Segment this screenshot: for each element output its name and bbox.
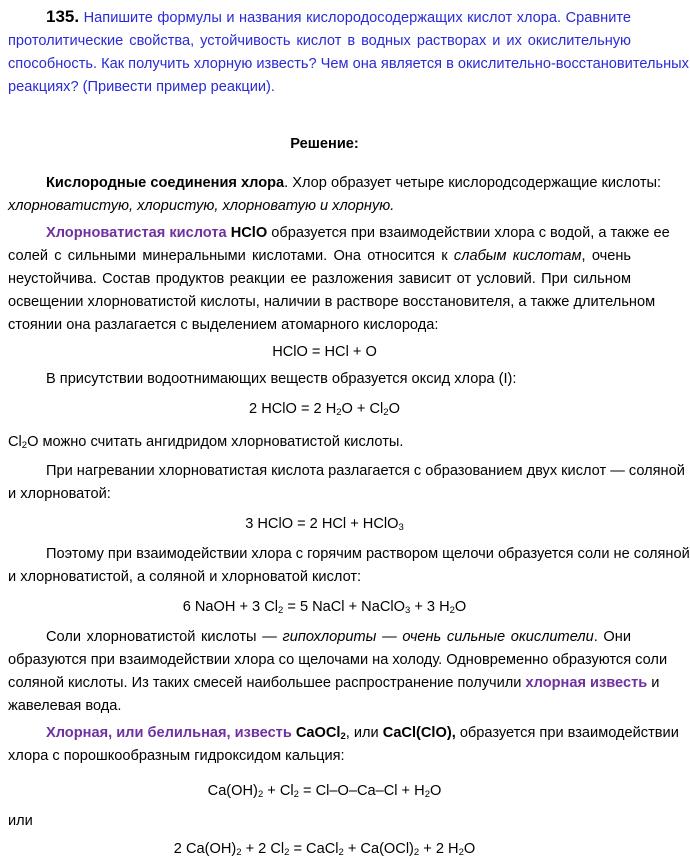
task-line-3: способность. Как получить хлорную известь? Чем она является в окислительно-восстановительных (8, 56, 689, 72)
p2-line-2: солей с сильными минеральными кислотами. Она относится к слабым кислотам, очень (8, 248, 632, 264)
p2-line-1: Хлорноватистая кислота HClO образуется при взаимодействии хлора с водой, а также ее (46, 225, 670, 241)
p3: В присутствии водоотнимающих веществ образуется оксид хлора (I): (46, 371, 517, 387)
p1-bold: Кислородные соединения хлора (46, 175, 285, 191)
task-line-2: протолитические свойства, устойчивость кислот в водных растворах и их окислительную (8, 33, 631, 49)
p2-line-4: освещении хлорноватистой кислоты, наличии в растворе восстановителя, а также длительном (8, 294, 656, 310)
equation-6: 2 $Ca(OH)_2 + 2$ $Cl_2$ = CaCl$_2$ + $Ca(OCl)_2 + 2$ $H_2O$ (173, 841, 476, 858)
p8-line-1: Хлорная, или белильная, известь CaOCl$_2$, или CaCl(ClO), образуется при взаимодействии (46, 725, 679, 742)
task-number: 135. (46, 7, 80, 26)
p8-line-2: хлора с порошкообразным гидроксидом кальция: (8, 748, 345, 764)
task-line-4: реакциях? (Привести пример реакции). (8, 79, 275, 95)
formula-hclo: HClO (230, 225, 268, 241)
p7-line-2: образуются при взаимодействии хлора со щелочами на холоду. Одновременно образуются соли (8, 652, 668, 668)
task-text: Напишите формулы и названия кислородосодержащих кислот хлора. Сравните (83, 10, 631, 26)
p7-line-1: Соли хлорноватистой кислоты — гипохлориты — очень сильные окислители. Они (46, 629, 631, 645)
p7-line-4: жавелевая вода. (8, 698, 122, 714)
equation-2: 2 HClO = 2 $H_2O + Cl_2O$ (249, 401, 400, 418)
term-hclo: Хлорноватистая кислота (46, 225, 227, 241)
p1-line-1: Кислородные соединения хлора. Хлор образует четыре кислородсодержащие кислоты: (46, 175, 662, 191)
or-word: или (8, 813, 33, 829)
solution-heading: Решение: (290, 136, 359, 152)
p5-line-2: и хлорноватой: (8, 486, 111, 502)
p1-line-2: хлорноватистую, хлористую, хлорноватую и хлорную. (8, 198, 395, 214)
p2-line-5: стоянии она разлагается с выделением атомарного кислорода: (8, 317, 439, 333)
p2-line-3: неустойчива. Состав продуктов реакции ее разложения зависит от условий. При сильном (8, 271, 631, 287)
p6-line-2: и хлорноватистой, а соляной и хлорноватой кислот: (8, 569, 362, 585)
equation-1: HClO = HCl + O (272, 344, 377, 360)
term-bleach: хлорная известь (525, 675, 648, 691)
task-line-1 (46, 8, 631, 27)
term-bleaching-lime: Хлорная, или белильная, известь (46, 725, 292, 741)
equation-5: $Ca(OH)_2 + Cl_2 = Cl-O-Ca-Cl + H_2O$ (207, 783, 442, 800)
equation-4: 6 NaOH + 3 $Cl_2 = 5$ NaCl + NaClO$_3$ + 3 $H_2O$ (182, 599, 467, 616)
p5-line-1: При нагревании хлорноватистая кислота разлагается с образованием двух кислот — соляной (46, 463, 685, 479)
p7-line-3: соляной кислоты. Из таких смесей наибольшее распространение получили хлорная известь и (8, 675, 660, 691)
equation-3: 3 HClO = 2 HCl + HClO$_3$ (245, 516, 404, 533)
p6-line-1: Поэтому при взаимодействии хлора с горячим раствором щелочи образуется соли не соляной (46, 546, 690, 562)
p4: $Cl_2O$ можно считать ангидридом хлорноватистой кислоты. (8, 434, 404, 451)
